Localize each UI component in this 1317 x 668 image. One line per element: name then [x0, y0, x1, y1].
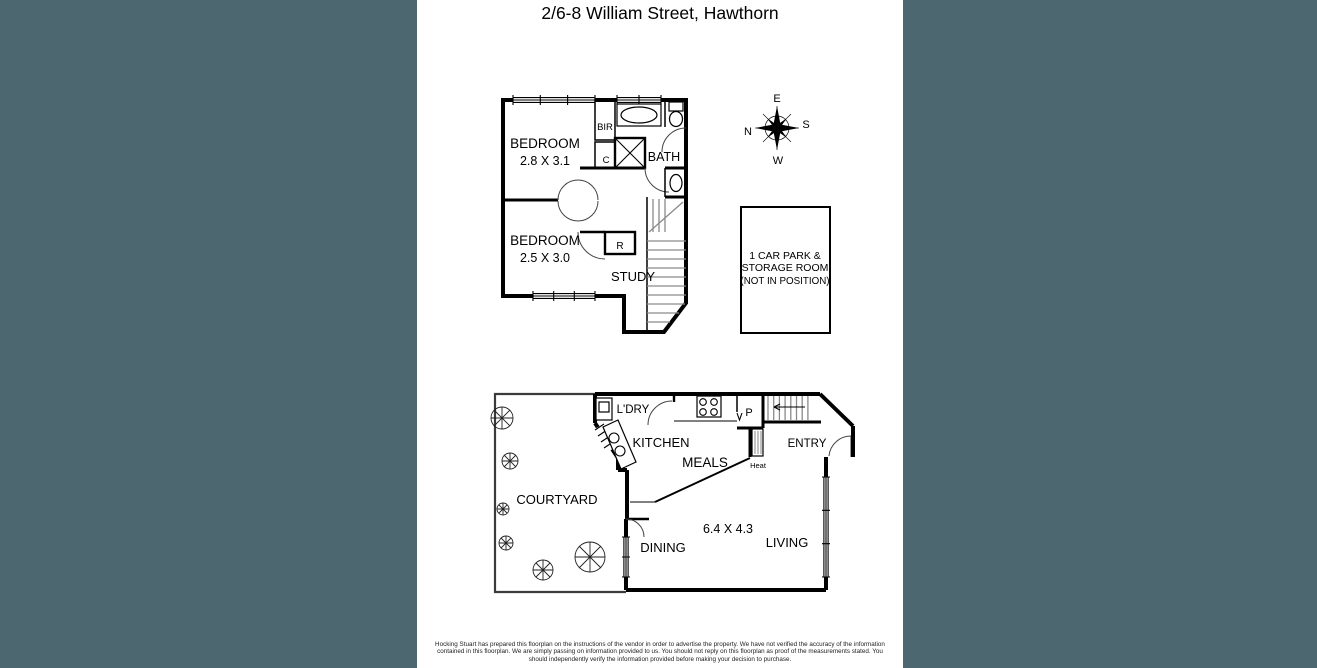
disclaimer-line1: Hocking Stuart has prepared this floorplan on the instructions of the vendor in order to advertise the property. We have not verified the accuracy of the information: [435, 641, 885, 648]
window-living-right: [822, 477, 830, 577]
entry-door-leaf: [851, 436, 855, 457]
car-park-line3: (NOT IN POSITION): [740, 276, 830, 287]
tree: [491, 407, 513, 429]
bir-closet: [595, 100, 615, 140]
wc: [665, 168, 686, 197]
pantry-label: P: [745, 407, 753, 419]
heater-unit: [750, 428, 763, 457]
bedroom1-label: BEDROOM: [510, 136, 580, 151]
laundry-trough: [596, 398, 612, 420]
shower: [615, 138, 645, 168]
bedroom2-dims: 2.5 X 3.0: [519, 251, 571, 265]
heater-label: Heat: [750, 461, 766, 470]
study-label: STUDY: [610, 269, 656, 284]
tree: [499, 536, 513, 550]
floorplan-sheet: [417, 0, 903, 668]
car-park-box: [740, 207, 830, 333]
disclaimer-line3: should independently verify the information provided before making your decision to purchase.: [528, 655, 792, 663]
kitchen-label: KITCHEN: [632, 435, 690, 450]
disclaimer: [417, 641, 903, 663]
living-label: LIVING: [765, 535, 809, 550]
meals-label: MEALS: [682, 455, 728, 470]
dining-label: DINING: [640, 540, 686, 555]
bedroom2-door-arc: [578, 232, 605, 259]
living-dims: 6.4 X 4.3: [702, 522, 754, 536]
compass-south-label: S: [802, 119, 810, 131]
bedroom2-label: BEDROOM: [510, 233, 580, 248]
bedroom1-dims: 2.8 X 3.1: [519, 154, 571, 168]
robe-label: R: [616, 241, 624, 252]
tree: [502, 453, 518, 469]
disclaimer-line2: contained in this floorplan. We are simply passing on information provided to us. You should not reply on this floorplan as proof of the measurements stated. You: [437, 648, 883, 656]
car-park-line1: 1 CAR PARK &: [749, 250, 821, 262]
bath-label: BATH: [647, 150, 681, 164]
laundry-label: L'DRY: [616, 404, 650, 416]
bir-label: BIR: [597, 122, 613, 133]
window-bedroom2-bottom: [533, 291, 595, 301]
compass-east-label: E: [773, 93, 781, 105]
upper-floor-plan: [503, 95, 686, 332]
cupboard-label: C: [602, 155, 610, 166]
floorplan-svg: [417, 0, 903, 668]
bathtub: [617, 104, 661, 126]
landing-arc-up: [558, 180, 598, 200]
window-bedroom1-top: [513, 95, 595, 105]
lower-floor-plan: [491, 394, 855, 592]
car-park-line2: STORAGE ROOM: [741, 262, 829, 274]
page-title: 2/6-8 William Street, Hawthorn: [541, 3, 779, 23]
courtyard-label: COURTYARD: [516, 492, 598, 507]
bath-door-arc: [662, 128, 686, 152]
entry-label: ENTRY: [787, 438, 827, 450]
tree: [533, 560, 553, 580]
tree: [575, 542, 605, 572]
compass-rose: [744, 93, 810, 167]
stove-cooktop: [697, 396, 721, 417]
window-dining-left: [622, 537, 630, 577]
landing-arc-down: [558, 201, 598, 221]
tree: [497, 503, 509, 515]
compass-north-label: N: [744, 126, 752, 138]
toilet: [669, 102, 683, 127]
compass-west-label: W: [772, 155, 784, 167]
